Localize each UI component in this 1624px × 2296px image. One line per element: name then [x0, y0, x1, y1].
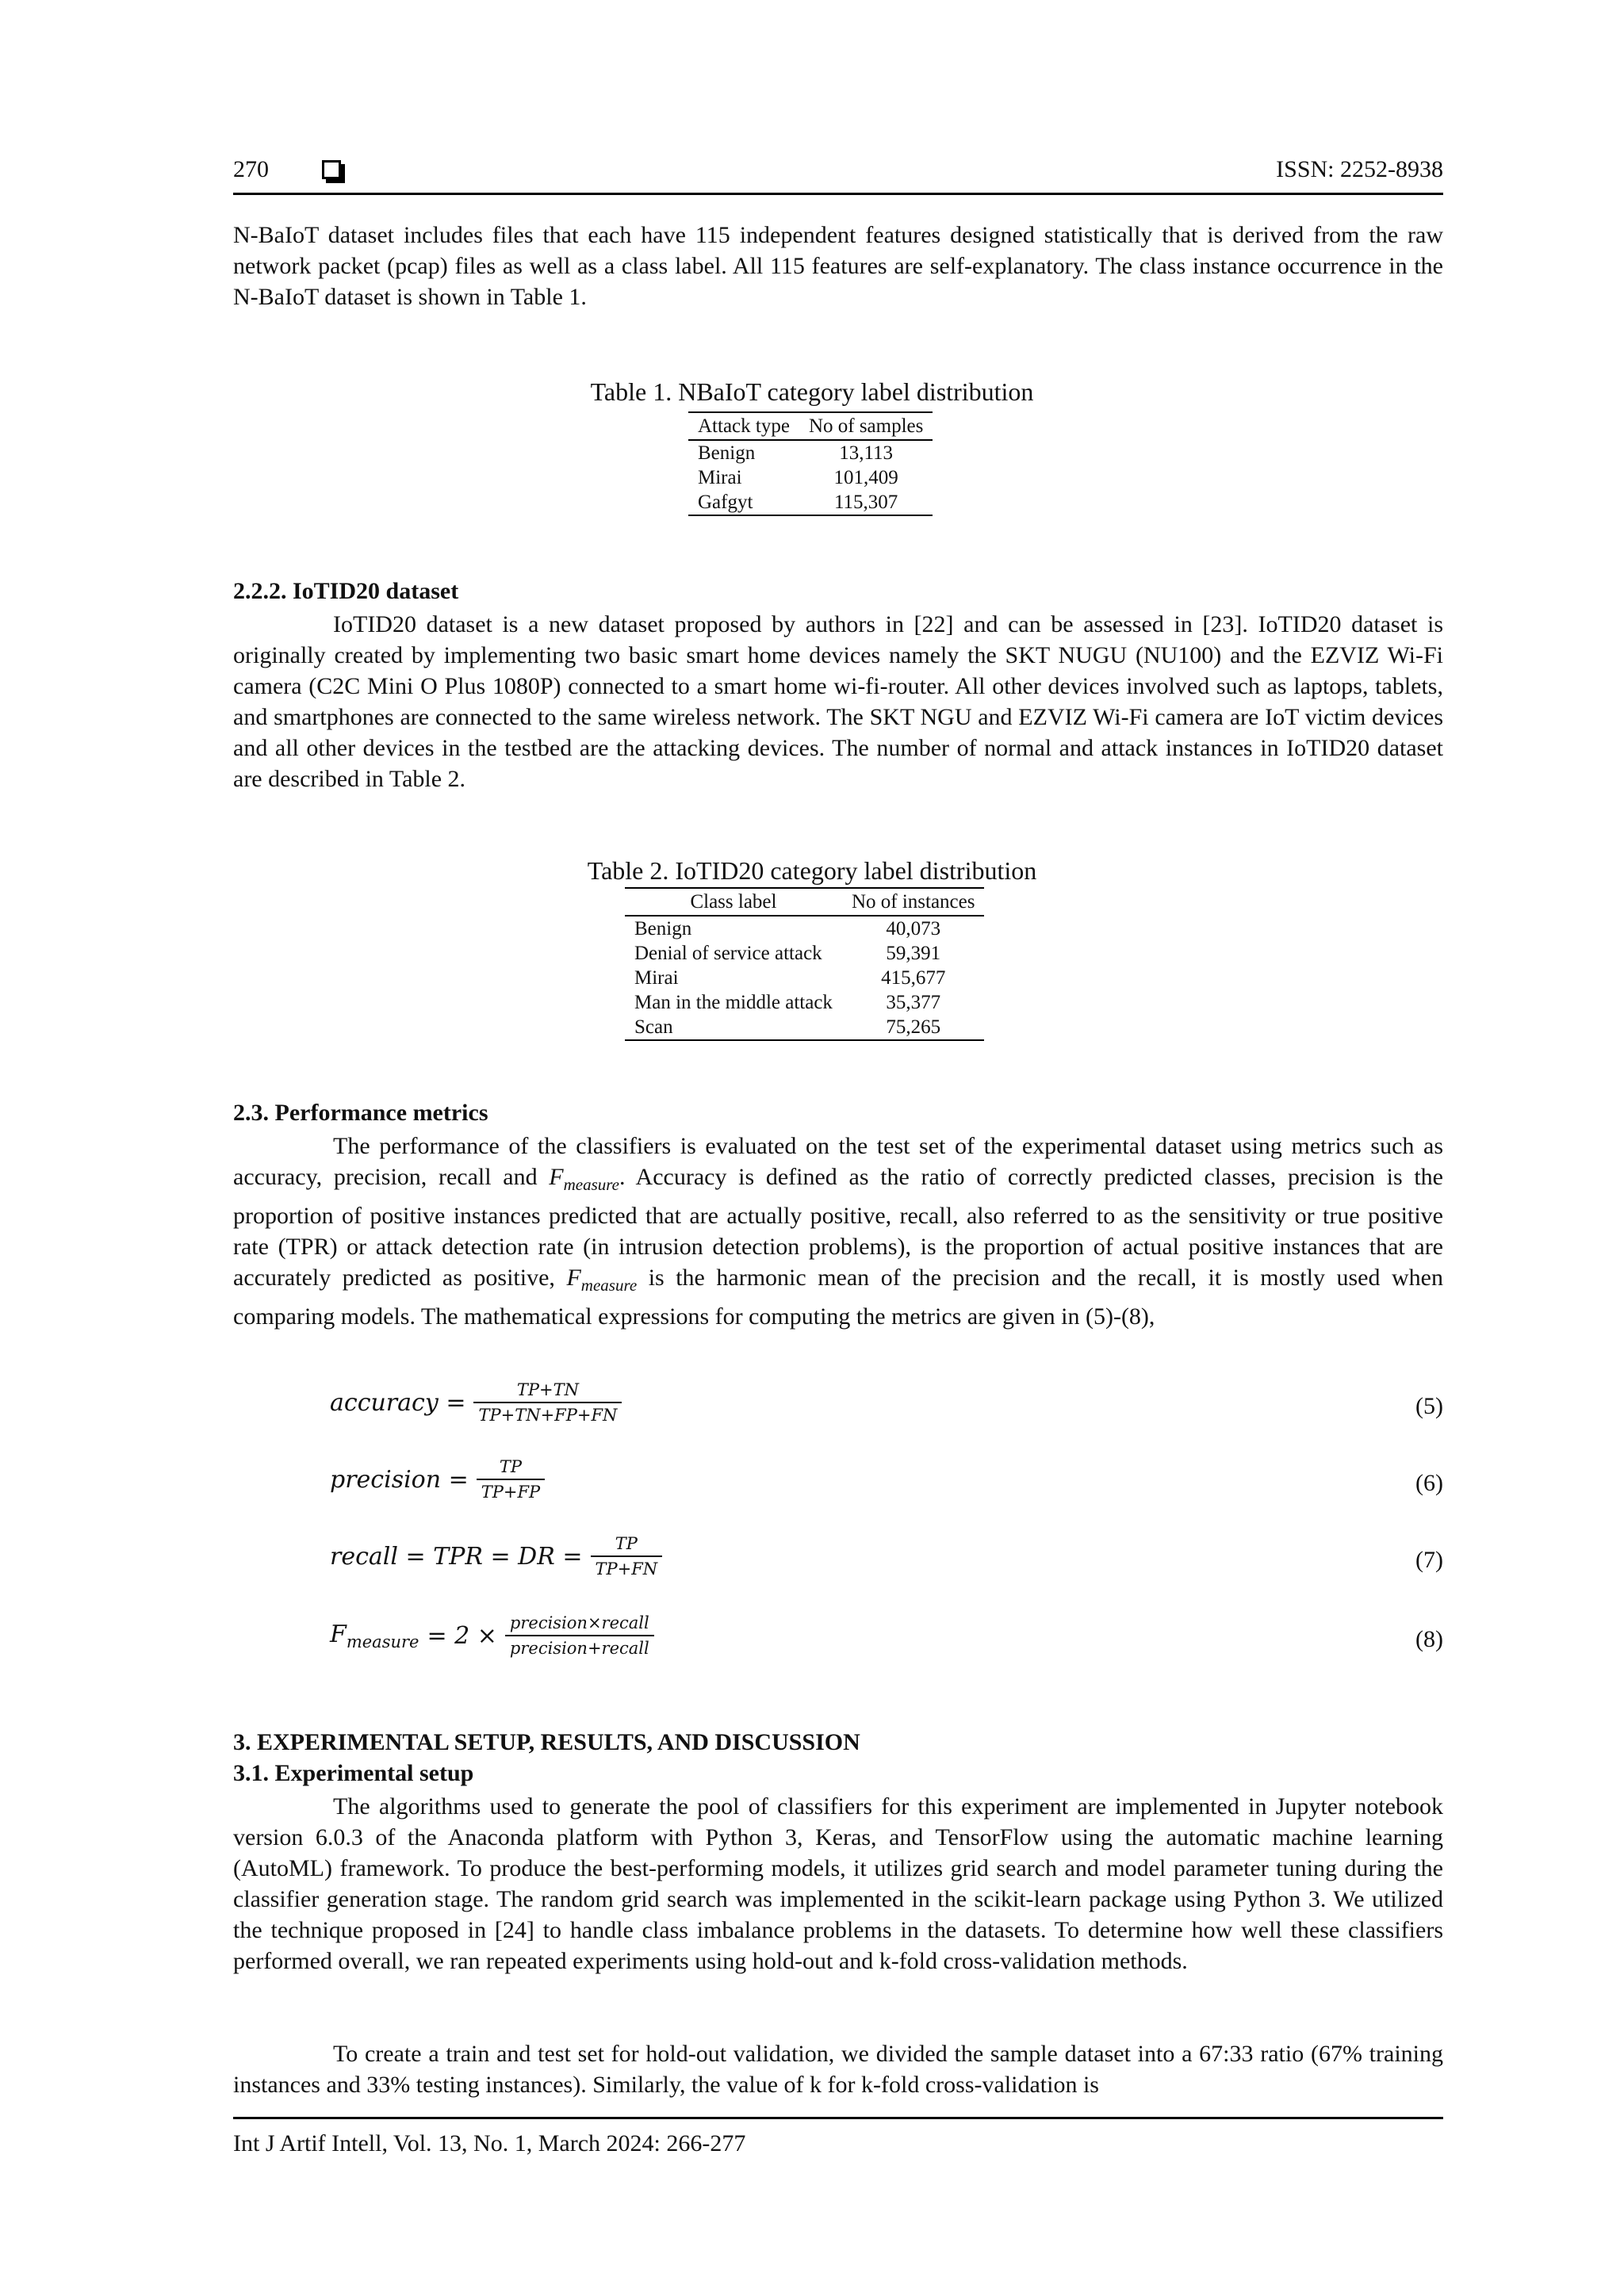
fraction: $\frac{TP+TN}{TP+TN+FP+FN}$ — [473, 1380, 622, 1425]
table-cell: 35,377 — [886, 992, 941, 1013]
section-heading: 3. EXPERIMENTAL SETUP, RESULTS, AND DISCUSSION — [233, 1729, 860, 1755]
table1-caption: Table 1. NBaIoT category label distribution — [590, 377, 1034, 406]
table-cell: 59,391 — [886, 943, 941, 964]
table-cell: Mirai — [634, 967, 679, 989]
table-cell: Mirai — [698, 467, 742, 488]
page-footer: Int J Artif Intell, Vol. 13, No. 1, March 2024: 266-277 — [233, 2117, 1443, 2157]
equation-number: (8) — [1415, 1626, 1443, 1652]
table-row — [625, 916, 984, 941]
table-header-row — [625, 888, 984, 916]
section-heading: 2.3. Performance metrics — [233, 1100, 488, 1126]
equation-lhs: precision = — [330, 1465, 469, 1494]
table-cell: 40,073 — [886, 918, 941, 939]
metrics-text-3: is the harmonic mean of the precision and the recall, it is mostly used when comparing models. The mathematical expressions for computing the metrics are given in (5)-(8), — [233, 1265, 1443, 1330]
table-cell: 415,677 — [881, 967, 946, 989]
equation-lhs: $F_{measure}$ — [330, 1620, 419, 1651]
table-row — [688, 440, 933, 465]
fraction: $\frac{TP}{TP+FN}$ — [591, 1534, 663, 1578]
issn: ISSN: 2252-8938 — [1276, 156, 1443, 182]
table-cell: Man in the middle attack — [634, 992, 833, 1013]
equation-lhs: recall = TPR = DR = — [330, 1542, 583, 1571]
table-header: Attack type — [688, 412, 799, 440]
table2 — [625, 887, 984, 1041]
table-row — [625, 990, 984, 1015]
subsection-heading: 3.1. Experimental setup — [233, 1760, 474, 1786]
metrics-paragraph — [233, 1131, 1443, 1332]
metrics-text-1: The performance of the classifiers is evaluated on the test set of the experimental dataset using metrics such as accuracy, precision, recall and — [233, 1133, 1443, 1190]
table-cell: Scan — [625, 1015, 842, 1040]
table-header: Class label — [625, 888, 842, 916]
table-cell: Denial of service attack — [634, 943, 822, 964]
page-number: 270 — [233, 156, 269, 182]
square-bullet-icon — [322, 160, 341, 179]
setup-paragraph-2: To create a train and test set for hold-out validation, we divided the sample dataset into a 67:33 ratio (67% training instances and 33% testing instances). Similarly, the value of k for k-fold cross-validation is — [233, 2041, 1443, 2098]
table-cell: 75,265 — [842, 1015, 985, 1040]
table-cell: 115,307 — [799, 490, 933, 515]
table-header: No of samples — [799, 412, 933, 440]
f-measure-symbol: $F_{measure}$ — [566, 1265, 638, 1295]
table-row — [625, 941, 984, 966]
table-cell: Gafgyt — [688, 490, 799, 515]
table-header: No of instances — [842, 888, 985, 916]
equation-operator: = 2 × — [427, 1621, 497, 1650]
table-row — [688, 490, 933, 515]
equation-lhs: accuracy = — [330, 1388, 466, 1417]
equation-recall — [330, 1534, 662, 1578]
equation-number: (5) — [1415, 1393, 1443, 1419]
metrics-text-2: . Accuracy is defined as the ratio of correctly predicted classes, precision is the proportion of positive instances predicted that are actually positive, recall, also referred to as the sensitivity or true positive rate (TPR) or attack detection rate (in intrusion detection problems), is the proportion of actual positive instances that are accurately predicted as positive, — [233, 1164, 1444, 1291]
table-cell: 101,409 — [833, 467, 898, 488]
table-row — [625, 1015, 984, 1040]
table-cell: 13,113 — [839, 442, 894, 464]
table-row — [625, 966, 984, 990]
fraction: $\frac{TP}{TP+FP}$ — [477, 1457, 545, 1502]
intro-paragraph: N-BaIoT dataset includes files that each have 115 independent features designed statistically that is derived from the raw network packet (pcap) files as well as a class label. All 115 features are self-explanatory. The class instance occurrence in the N-BaIoT dataset is shown in Table 1. — [233, 222, 1443, 310]
setup-paragraph-1: The algorithms used to generate the pool of classifiers for this experiment are implemented in Jupyter notebook version 6.0.3 of the Anaconda platform with Python 3, Keras, and TensorFlow using the automatic machine learning (AutoML) framework. To produce the best-performing models, it utilizes grid search and model parameter tuning during the classifier generation stage. The random grid search was implemented in the scikit-learn package using Python 3. We utilized the technique proposed in [24] to handle class imbalance problems in the datasets. To determine how well these classifiers performed overall, we ran repeated experiments using hold-out and k-fold cross-validation methods. — [233, 1793, 1443, 1974]
iotid20-paragraph: IoTID20 dataset is a new dataset proposed by authors in [22] and can be assessed in [23]. IoTID20 dataset is originally created by implementing two basic smart home devices namely the SKT NUGU (NU100) and the EZVIZ Wi-Fi camera (C2C Mini O Plus 1080P) connected to a smart home wi-fi-router. All other devices involved such as laptops, tablets, and smartphones are connected to the same wireless network. The SKT NGU and EZVIZ Wi-Fi camera are IoT victim devices and all other devices in the testbed are the attacking devices. The number of normal and attack instances in IoTID20 dataset are described in Table 2. — [233, 611, 1443, 792]
section-heading: 2.2.2. IoTID20 dataset — [233, 578, 459, 604]
table2-caption: Table 2. IoTID20 category label distribution — [587, 856, 1037, 885]
table-row — [688, 465, 933, 490]
table-cell: Benign — [634, 918, 692, 939]
f-measure-symbol: $F_{measure}$ — [549, 1164, 619, 1194]
page-header — [233, 153, 1443, 195]
table1 — [688, 411, 933, 516]
table-cell: Benign — [698, 442, 756, 464]
equation-precision — [330, 1457, 545, 1502]
equation-f-measure — [330, 1613, 654, 1658]
equation-accuracy — [330, 1380, 622, 1425]
table-header-row — [688, 412, 933, 440]
equation-number: (7) — [1415, 1547, 1443, 1573]
fraction: $\frac{\text{precision×recall}}{\text{precision+recall}}$ — [505, 1613, 654, 1658]
equation-number: (6) — [1415, 1470, 1443, 1496]
